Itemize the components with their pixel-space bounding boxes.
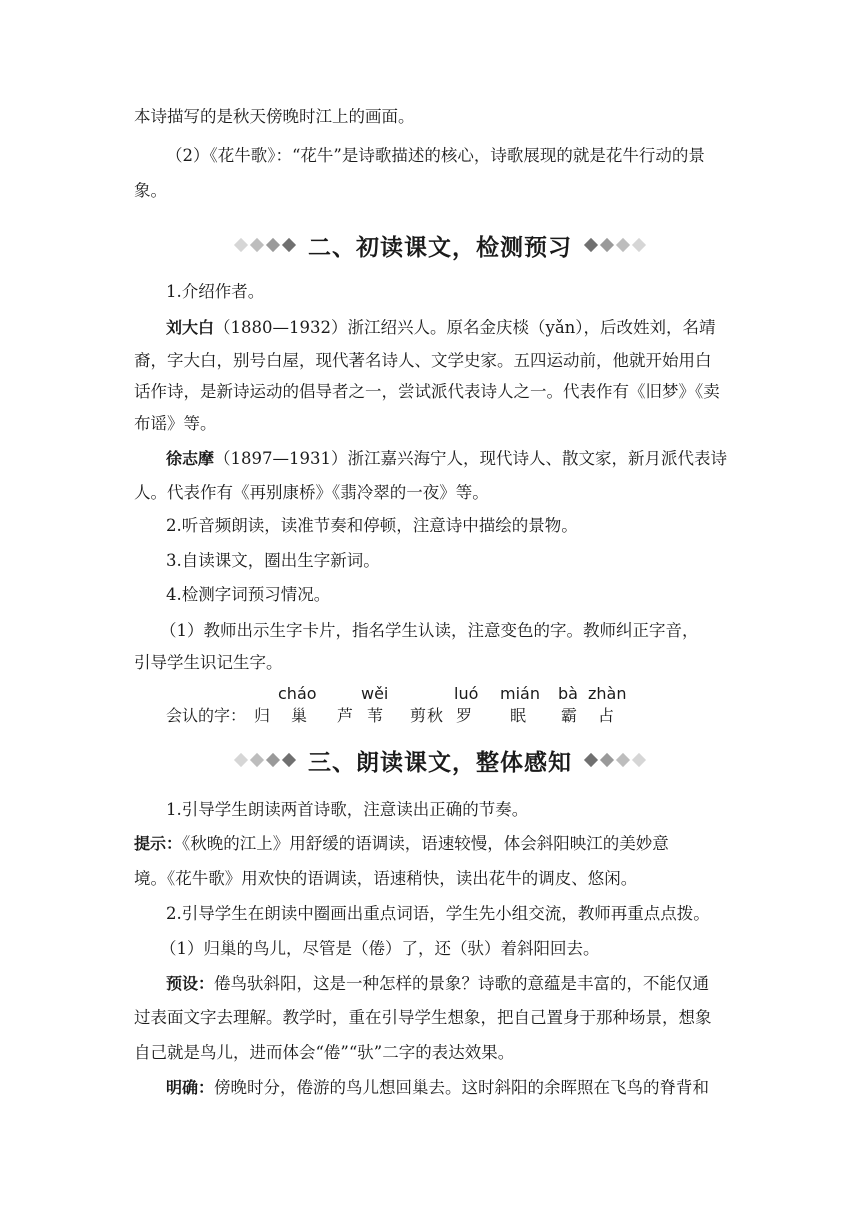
s2-item2: 2.听音频朗读，读准节奏和停顿，注意诗中描绘的景物。 bbox=[166, 516, 578, 535]
tip-line-1 bbox=[134, 834, 669, 854]
pinyin-mian: mián bbox=[500, 684, 540, 703]
hanzi-chao: 巢 bbox=[291, 706, 308, 725]
section3-heading-bar bbox=[200, 743, 680, 777]
xu-line-1-text: （1897—1931）浙江嘉兴海宁人，现代诗人、散文家，新月派代表诗 bbox=[214, 449, 727, 468]
tip-line-1-text: 《秋晚的江上》用舒缓的语调读，语速较慢，体会斜阳映江的美妙意 bbox=[182, 834, 669, 853]
s2-item4: 4.检测字词预习情况。 bbox=[166, 585, 331, 604]
s3-item1: 1.引导学生朗读两首诗歌，注意读出正确的节奏。 bbox=[166, 800, 529, 819]
hanzi-luo: 罗 bbox=[456, 706, 473, 725]
author-name-xu: 徐志摩 bbox=[166, 449, 215, 468]
hanzi-wei: 苇 bbox=[367, 706, 384, 725]
tip-line-2: 境。《花牛歌》用欢快的语调读，语速稍快，读出花牛的调皮、悠闲。 bbox=[134, 869, 638, 888]
intro-line-2: （2）《花牛歌》：“花牛”是诗歌描述的核心，诗歌展现的就是花牛行动的景 bbox=[166, 146, 705, 165]
section2-heading: 二、初读课文，检测预习 bbox=[308, 234, 572, 261]
right-diamond-ornament-icon bbox=[586, 755, 644, 765]
section3-heading: 三、朗读课文，整体感知 bbox=[308, 749, 572, 776]
intro-line-3: 象。 bbox=[134, 181, 167, 200]
xu-line-1 bbox=[166, 449, 727, 469]
pre-line-1-text: 倦鸟驮斜阳，这是一种怎样的景象？诗歌的意蕴是丰富的，不能仅通 bbox=[214, 974, 710, 993]
pre-label: 预设： bbox=[166, 974, 215, 993]
left-diamond-ornament-icon bbox=[236, 755, 294, 765]
ming-line-1 bbox=[166, 1078, 709, 1098]
s2-sub1-line-2: 引导学生识记生字。 bbox=[134, 653, 283, 672]
liu-line-4: 布谣》等。 bbox=[134, 414, 217, 433]
hanzi-jian: 剪 bbox=[410, 706, 427, 725]
pre-line-3: 自己就是鸟儿，进而体会“倦”“驮”二字的表达效果。 bbox=[134, 1043, 515, 1062]
pinyin-zhan: zhàn bbox=[588, 684, 627, 703]
chars-label: 会认的字： bbox=[166, 706, 247, 725]
liu-line-1-text: （1880—1932）浙江绍兴人。原名金庆棪（yǎn），后改姓刘，名靖 bbox=[214, 318, 716, 337]
pinyin-chao: cháo bbox=[278, 684, 317, 703]
intro-line-1: 本诗描写的是秋天傍晚时江上的画面。 bbox=[134, 107, 415, 126]
pinyin-ba: bà bbox=[558, 684, 578, 703]
hanzi-lu: 芦 bbox=[337, 706, 354, 725]
hanzi-ba: 霸 bbox=[561, 706, 578, 725]
s2-item3: 3.自读课文，圈出生字新词。 bbox=[166, 551, 380, 570]
liu-line-2: 裔，字大白，别号白屋，现代著名诗人、文学史家。五四运动前，他就开始用白 bbox=[134, 351, 712, 370]
s3-sub1: （1）归巢的鸟儿，尽管是（倦）了，还（驮）着斜阳回去。 bbox=[160, 939, 600, 958]
hanzi-qiu: 秋 bbox=[427, 706, 444, 725]
left-diamond-ornament-icon bbox=[236, 240, 294, 250]
tip-label: 提示： bbox=[134, 834, 183, 853]
s3-item2: 2.引导学生在朗读中圈画出重点词语，学生先小组交流，教师再重点点拨。 bbox=[166, 904, 710, 923]
pinyin-luo: luó bbox=[454, 684, 479, 703]
author-name-liu: 刘大白 bbox=[166, 318, 215, 337]
hanzi-gui: 归 bbox=[254, 706, 271, 725]
pre-line-1 bbox=[166, 974, 709, 994]
ming-line-1-text: 傍晚时分，倦游的鸟儿想回巢去。这时斜阳的余晖照在飞鸟的脊背和 bbox=[214, 1078, 710, 1097]
xu-line-2: 人。代表作有《再别康桥》《翡冷翠的一夜》等。 bbox=[134, 483, 489, 502]
ming-label: 明确： bbox=[166, 1078, 215, 1097]
liu-line-1 bbox=[166, 318, 716, 338]
hanzi-zhan: 占 bbox=[598, 706, 615, 725]
pinyin-wei: wěi bbox=[361, 684, 389, 703]
pre-line-2: 过表面文字去理解。教学时，重在引导学生想象，把自己置身于那种场景，想象 bbox=[134, 1008, 712, 1027]
section2-heading-bar bbox=[200, 228, 680, 262]
right-diamond-ornament-icon bbox=[586, 240, 644, 250]
hanzi-mian: 眠 bbox=[510, 706, 527, 725]
s2-item1: 1.介绍作者。 bbox=[166, 282, 265, 301]
liu-line-3: 话作诗，是新诗运动的倡导者之一，尝试派代表诗人之一。代表作有《旧梦》《卖 bbox=[134, 382, 720, 401]
s2-sub1-line-1: （1）教师出示生字卡片，指名学生认读，注意变色的字。教师纠正字音， bbox=[160, 621, 699, 640]
